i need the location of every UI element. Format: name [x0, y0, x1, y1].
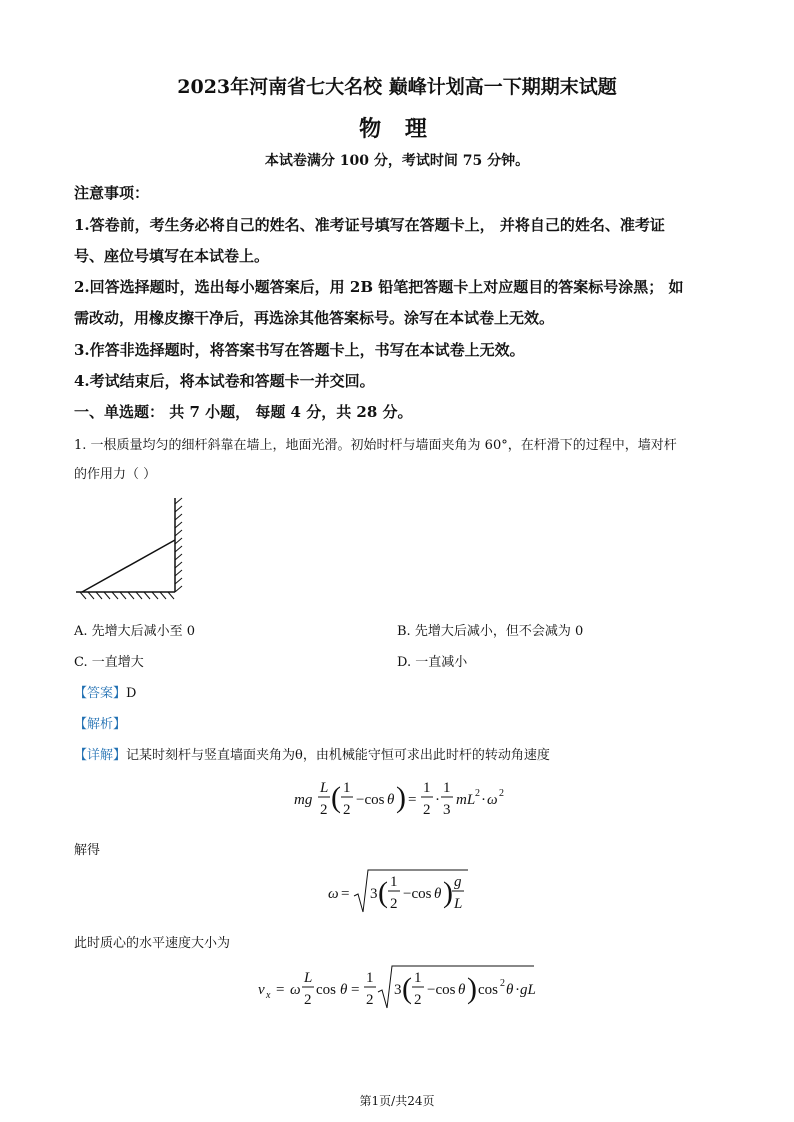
svg-text:(: (	[378, 876, 388, 909]
subject-title: 物 理	[359, 116, 435, 142]
svg-text:cos: cos	[316, 982, 336, 998]
svg-text:2: 2	[475, 788, 480, 799]
svg-text:θ: θ	[458, 982, 466, 998]
svg-text:2: 2	[343, 802, 351, 818]
svg-text:2: 2	[423, 802, 431, 818]
svg-text:L: L	[454, 896, 463, 912]
answer-value: D	[126, 686, 137, 701]
notice-item-4: 4.考试结束后，将本试卷和答题卡一并交回。	[74, 372, 375, 390]
svg-text:1: 1	[414, 970, 422, 986]
svg-text:2: 2	[320, 802, 328, 818]
velocity-equation	[256, 962, 540, 1014]
notice-item-3: 3.作答非选择题时，将答案书写在答题卡上，书写在本试卷上无效。	[74, 341, 525, 359]
svg-text:2: 2	[414, 992, 422, 1008]
svg-text:L: L	[320, 780, 329, 796]
svg-text:θ: θ	[434, 886, 442, 902]
energy-equation	[290, 776, 510, 822]
svg-text:2: 2	[500, 978, 505, 989]
svg-text:−cos: −cos	[356, 792, 385, 808]
page-number: 第1页/共24页	[359, 1094, 435, 1108]
svg-text:(: (	[331, 781, 341, 814]
answer-label: 【答案】	[74, 686, 127, 701]
question-1-line-1: 1. 一根质量均匀的细杆斜靠在墙上，地面光滑。初始时杆与墙面夹角为 60°，在杆滑下的过程中，墙对杆	[74, 438, 677, 453]
question-1-line-2: 的作用力（ ）	[74, 467, 157, 482]
analysis-label: 【解析】	[74, 717, 127, 732]
svg-text:=: =	[351, 982, 360, 998]
svg-text:mL: mL	[456, 792, 476, 808]
detail-text: 记某时刻杆与竖直墙面夹角为θ，由机械能守恒可求出此时杆的转动角速度	[126, 748, 550, 763]
svg-text:ω: ω	[328, 886, 339, 902]
svg-text:=: =	[276, 982, 285, 998]
svg-text:1: 1	[366, 970, 374, 986]
svg-text:ω: ω	[487, 792, 498, 808]
svg-text:g: g	[454, 874, 462, 890]
svg-text:ω: ω	[290, 982, 301, 998]
svg-text:·: ·	[435, 792, 440, 808]
svg-text:2: 2	[304, 992, 312, 1008]
rod-line	[82, 540, 175, 592]
svg-text:1: 1	[390, 874, 398, 890]
notice-heading: 注意事项：	[74, 184, 150, 202]
svg-text:3: 3	[370, 886, 378, 902]
svg-text:2: 2	[366, 992, 374, 1008]
svg-text:=: =	[408, 792, 417, 808]
rod-wall-figure	[72, 492, 190, 608]
svg-text:): )	[443, 876, 453, 909]
exam-title: 2023年河南省七大名校 巅峰计划高一下期期末试题	[177, 76, 617, 98]
solve-label: 解得	[74, 843, 101, 858]
notice-item-2-line-2: 需改动，用橡皮擦干净后，再选涂其他答案标号。涂写在本试卷上无效。	[74, 309, 555, 327]
notice-item-2-line-1: 2.回答选择题时，选出每小题答案后，用 2B 铅笔把答题卡上对应题目的答案标号涂黑； 如	[74, 278, 684, 296]
svg-text:L: L	[304, 970, 313, 986]
svg-text:gL: gL	[520, 982, 536, 998]
svg-text:3: 3	[394, 982, 402, 998]
option-c: C. 一直增大	[74, 655, 144, 670]
svg-text:2: 2	[390, 896, 398, 912]
svg-text:−cos: −cos	[403, 886, 432, 902]
svg-text:θ: θ	[340, 982, 348, 998]
option-b: B. 先增大后减小，但不会减为 0	[397, 624, 584, 639]
notice-item-1-line-1: 1.答卷前，考生务必将自己的姓名、准考证号填写在答题卡上， 并将自己的姓名、准考证	[74, 216, 665, 234]
exam-note: 本试卷满分 100 分，考试时间 75 分钟。	[264, 153, 530, 169]
svg-text:2: 2	[499, 788, 504, 799]
analysis-line	[74, 713, 126, 732]
svg-text:v: v	[258, 982, 265, 998]
svg-text:): )	[467, 972, 477, 1005]
omega-equation	[326, 866, 476, 918]
svg-text:1: 1	[343, 780, 351, 796]
svg-text:−cos: −cos	[427, 982, 456, 998]
svg-text:mg: mg	[294, 792, 313, 808]
svg-text:x: x	[266, 990, 271, 1001]
option-a: A. 先增大后减小至 0	[74, 624, 196, 639]
velocity-text: 此时质心的水平速度大小为	[74, 936, 231, 951]
svg-text:·: ·	[481, 792, 486, 808]
svg-text:=: =	[341, 886, 350, 902]
svg-text:1: 1	[443, 780, 451, 796]
svg-text:cos: cos	[478, 982, 498, 998]
svg-text:θ: θ	[506, 982, 514, 998]
svg-text:θ: θ	[387, 792, 395, 808]
svg-text:3: 3	[443, 802, 451, 818]
answer-line	[74, 682, 136, 701]
detail-line	[74, 744, 550, 763]
svg-text:1: 1	[423, 780, 431, 796]
svg-text:(: (	[402, 972, 412, 1005]
notice-item-1-line-2: 号、座位号填写在本试卷上。	[74, 247, 270, 265]
svg-text:): )	[396, 781, 406, 814]
option-d: D. 一直减小	[397, 655, 468, 670]
section-heading: 一、单选题： 共 7 小题， 每题 4 分，共 28 分。	[74, 403, 413, 421]
detail-label: 【详解】	[74, 748, 127, 763]
svg-text:·: ·	[515, 982, 520, 998]
